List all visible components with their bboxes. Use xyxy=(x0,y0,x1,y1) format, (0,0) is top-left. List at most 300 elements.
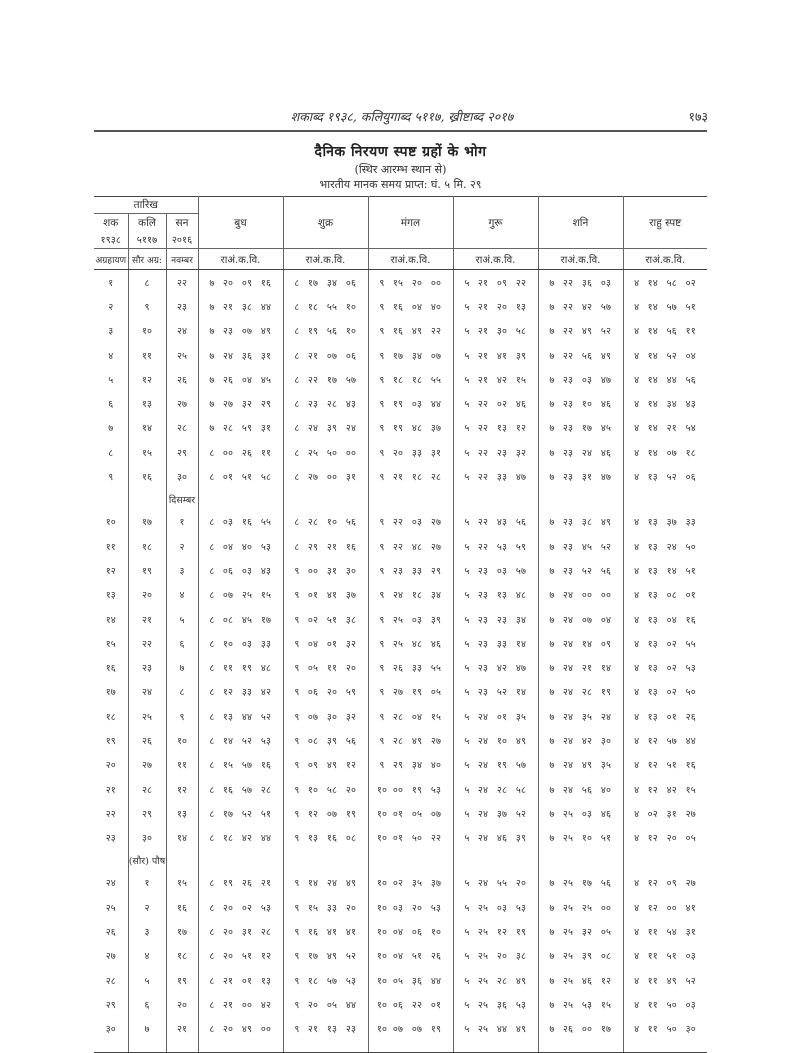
longitude-guru xyxy=(453,728,538,752)
units-header-mangal xyxy=(368,249,453,270)
longitude-guru xyxy=(453,416,538,440)
kala-value: ५६ xyxy=(326,326,338,338)
rashi-value: ५ xyxy=(464,760,470,772)
ansh-value: ०८ xyxy=(222,614,234,626)
ansh-value: ०१ xyxy=(307,590,319,602)
vikala-value: ०१ xyxy=(685,590,696,602)
ansh-value: २५ xyxy=(562,878,574,890)
rashi-value: १० xyxy=(376,833,388,845)
ansh-value: १९ xyxy=(392,399,404,411)
longitude-shani xyxy=(538,992,623,1016)
kala-value: ०० xyxy=(666,902,677,914)
longitude-guru xyxy=(453,992,538,1016)
unit-label: रा xyxy=(560,255,568,266)
date-san: ६ xyxy=(166,631,198,655)
vikala-value: १७ xyxy=(260,614,272,626)
date-san: ३ xyxy=(166,558,198,582)
kala-value: ०५ xyxy=(411,808,423,820)
vikala-value: ०८ xyxy=(600,951,612,963)
kala-value: ०७ xyxy=(411,1024,423,1036)
kala-value: ३४ xyxy=(666,399,677,411)
ansh-value: ११ xyxy=(647,999,658,1011)
rashi-value: ५ xyxy=(464,833,470,845)
vikala-value: १५ xyxy=(685,784,696,796)
ansh-value: २० xyxy=(307,999,319,1011)
longitude-shukra xyxy=(283,753,368,777)
kala-value: २४ xyxy=(326,878,338,890)
col-header-kali: कलि xyxy=(128,214,166,232)
longitude-shani xyxy=(538,607,623,631)
kala-value: २२ xyxy=(411,999,423,1011)
kala-value: १३ xyxy=(326,1024,338,1036)
rashi-value: ८ xyxy=(209,565,215,577)
ansh-value: २३ xyxy=(562,517,574,529)
longitude-mangal xyxy=(368,270,453,295)
ansh-value: २५ xyxy=(477,975,489,987)
longitude-budh xyxy=(198,464,283,488)
date-san: १२ xyxy=(166,777,198,801)
rashi-value: ९ xyxy=(379,735,385,747)
kala-value: ०१ xyxy=(241,975,253,987)
longitude-shukra xyxy=(283,1017,368,1041)
table-row xyxy=(94,753,707,777)
ansh-value: २५ xyxy=(307,447,319,459)
kala-value: ४१ xyxy=(326,927,338,939)
vikala-value: ५९ xyxy=(515,541,527,553)
empty-cell xyxy=(623,1041,707,1053)
unit-label: क. xyxy=(323,255,335,266)
longitude-mangal xyxy=(368,440,453,464)
ansh-value: ०४ xyxy=(392,927,404,939)
longitude-guru xyxy=(453,801,538,825)
longitude-rahu xyxy=(623,826,707,850)
ansh-value: २३ xyxy=(562,399,574,411)
kala-value: ४९ xyxy=(581,760,593,772)
table-row xyxy=(94,343,707,367)
vikala-value: ५३ xyxy=(685,663,696,675)
longitude-shani xyxy=(538,631,623,655)
ansh-value: २० xyxy=(222,277,234,289)
vikala-value: २७ xyxy=(430,541,442,553)
date-san: १ xyxy=(166,510,198,534)
ansh-value: १७ xyxy=(307,277,319,289)
longitude-budh xyxy=(198,944,283,968)
longitude-shani xyxy=(538,704,623,728)
vikala-value: ३९ xyxy=(430,614,442,626)
kala-value: ३३ xyxy=(241,687,253,699)
rashi-value: ८ xyxy=(209,687,215,699)
month-kali: सौर अग्र: xyxy=(128,249,166,270)
kala-value: ०७ xyxy=(666,447,677,459)
running-head-title: शकाब्द १९३८, कलियुगाब्द ५११७, ख्रीष्टाब्द २०१७ xyxy=(290,109,514,124)
month-separator-row xyxy=(94,489,707,510)
longitude-rahu xyxy=(623,655,707,679)
longitude-shani xyxy=(538,944,623,968)
ansh-value: ०४ xyxy=(392,951,404,963)
rashi-value: १० xyxy=(376,878,388,890)
vikala-value: ०५ xyxy=(600,927,612,939)
table-row xyxy=(94,440,707,464)
kala-value: ५७ xyxy=(666,301,677,313)
longitude-budh xyxy=(198,534,283,558)
table-row xyxy=(94,801,707,825)
vikala-value: ०३ xyxy=(685,999,696,1011)
rashi-value: ८ xyxy=(209,638,215,650)
vikala-value: ४१ xyxy=(345,927,357,939)
empty-cell xyxy=(538,850,623,871)
ansh-value: २५ xyxy=(562,975,574,987)
kala-value: ०९ xyxy=(496,277,508,289)
rashi-value: ४ xyxy=(634,541,640,553)
vikala-value: १४ xyxy=(515,638,527,650)
kala-value: ४९ xyxy=(326,951,338,963)
rashi-value: ९ xyxy=(294,784,300,796)
unit-label: रा xyxy=(645,255,653,266)
kala-value: ३२ xyxy=(581,927,593,939)
kala-value: ३९ xyxy=(326,423,338,435)
ansh-value: २५ xyxy=(392,638,404,650)
kala-value: ०७ xyxy=(241,326,253,338)
longitude-guru xyxy=(453,391,538,415)
kala-value: २३ xyxy=(496,614,508,626)
longitude-mangal xyxy=(368,728,453,752)
empty-cell xyxy=(623,489,707,510)
rashi-value: ८ xyxy=(294,472,300,484)
vikala-value: २७ xyxy=(430,735,442,747)
longitude-rahu xyxy=(623,631,707,655)
ansh-value: ०५ xyxy=(307,663,319,675)
kala-value: ०३ xyxy=(496,902,508,914)
date-group-header: तारिख xyxy=(94,197,198,214)
rashi-value: ७ xyxy=(549,423,555,435)
empty-cell xyxy=(453,850,538,871)
rashi-value: ८ xyxy=(209,590,215,602)
ansh-value: १७ xyxy=(222,808,234,820)
ansh-value: १५ xyxy=(392,277,404,289)
rashi-value: ८ xyxy=(209,472,215,484)
longitude-shukra xyxy=(283,294,368,318)
kala-value: १७ xyxy=(326,374,338,386)
ansh-value: २० xyxy=(222,951,234,963)
kala-value: ५२ xyxy=(666,472,677,484)
kala-value: ३३ xyxy=(411,565,423,577)
longitude-guru xyxy=(453,583,538,607)
unit-label: क. xyxy=(238,255,250,266)
kala-value: ०७ xyxy=(326,808,338,820)
kala-value: ३३ xyxy=(411,447,423,459)
date-san: १९ xyxy=(166,968,198,992)
vikala-value: ४० xyxy=(430,301,442,313)
kala-value: १७ xyxy=(581,423,593,435)
ansh-value: २३ xyxy=(477,590,489,602)
vikala-value: ५३ xyxy=(345,975,357,987)
vikala-value: ०८ xyxy=(345,833,357,845)
vikala-value: ४९ xyxy=(600,517,612,529)
kala-value: ४४ xyxy=(241,711,253,723)
ansh-value: ०१ xyxy=(392,833,404,845)
vikala-value: ४४ xyxy=(260,833,272,845)
ansh-value: २५ xyxy=(562,927,574,939)
longitude-shukra xyxy=(283,558,368,582)
longitude-rahu xyxy=(623,391,707,415)
kala-value: ०३ xyxy=(241,565,253,577)
rashi-value: ९ xyxy=(379,423,385,435)
rashi-value: ५ xyxy=(464,517,470,529)
longitude-shukra xyxy=(283,944,368,968)
longitude-shukra xyxy=(283,319,368,343)
rashi-value: ८ xyxy=(294,301,300,313)
ansh-value: २१ xyxy=(307,350,319,362)
empty-cell xyxy=(283,850,368,871)
vikala-value: १४ xyxy=(600,663,612,675)
rashi-value: ८ xyxy=(209,1024,215,1036)
kala-value: ३९ xyxy=(581,951,593,963)
col-header-san: सन xyxy=(166,214,198,232)
kala-value: २१ xyxy=(326,541,338,553)
vikala-value: ५६ xyxy=(600,878,612,890)
kala-value: ०४ xyxy=(666,614,677,626)
longitude-shani xyxy=(538,464,623,488)
kala-value: १९ xyxy=(411,784,423,796)
date-san: २१ xyxy=(166,1017,198,1041)
rashi-value: ९ xyxy=(294,999,300,1011)
rashi-value: ४ xyxy=(634,711,640,723)
vikala-value: ०१ xyxy=(430,999,442,1011)
kala-value: ५७ xyxy=(666,735,677,747)
longitude-rahu xyxy=(623,558,707,582)
longitude-budh xyxy=(198,510,283,534)
rashi-value: ४ xyxy=(634,808,640,820)
vikala-value: ०० xyxy=(260,1024,272,1036)
vikala-value: १२ xyxy=(345,760,357,772)
longitude-budh xyxy=(198,871,283,895)
vikala-value: २२ xyxy=(515,277,527,289)
vikala-value: १६ xyxy=(260,760,272,772)
rashi-value: ८ xyxy=(294,350,300,362)
planet-longitude-table xyxy=(94,196,707,1053)
ansh-value: २४ xyxy=(477,711,489,723)
ansh-value: २५ xyxy=(477,999,489,1011)
kala-value: ५२ xyxy=(241,735,253,747)
empty-cell xyxy=(368,489,453,510)
date-kali: १ xyxy=(128,871,166,895)
rashi-value: ८ xyxy=(209,447,215,459)
longitude-shani xyxy=(538,919,623,943)
longitude-guru xyxy=(453,704,538,728)
ansh-value: १९ xyxy=(307,326,319,338)
ansh-value: ११ xyxy=(222,663,234,675)
ansh-value: २४ xyxy=(562,638,574,650)
ansh-value: १२ xyxy=(647,878,658,890)
date-san: २५ xyxy=(166,343,198,367)
longitude-rahu xyxy=(623,777,707,801)
vikala-value: २८ xyxy=(260,784,272,796)
date-shaka: ११ xyxy=(94,534,128,558)
rashi-value: ८ xyxy=(209,808,215,820)
time-note: भारतीय मानक समय प्राप्त: घं. ५ मि. २९ xyxy=(319,178,482,191)
rashi-value: ८ xyxy=(294,423,300,435)
longitude-budh xyxy=(198,728,283,752)
kala-value: ०३ xyxy=(241,638,253,650)
kala-value: ३३ xyxy=(496,472,508,484)
kala-value: ४९ xyxy=(411,735,423,747)
ansh-value: १४ xyxy=(647,374,658,386)
vikala-value: ०० xyxy=(600,590,612,602)
rashi-value: ८ xyxy=(294,374,300,386)
longitude-mangal xyxy=(368,294,453,318)
ansh-value: २६ xyxy=(392,663,404,675)
vikala-value: २८ xyxy=(430,472,442,484)
vikala-value: ५६ xyxy=(345,735,357,747)
longitude-budh xyxy=(198,343,283,367)
longitude-budh xyxy=(198,895,283,919)
table-row xyxy=(94,992,707,1016)
vikala-value: ३१ xyxy=(260,350,272,362)
ansh-value: ०७ xyxy=(307,711,319,723)
rashi-value: ८ xyxy=(294,399,300,411)
ansh-value: ०२ xyxy=(392,878,404,890)
vikala-value: ४८ xyxy=(515,590,527,602)
kala-value: ४८ xyxy=(411,638,423,650)
rashi-value: ८ xyxy=(209,541,215,553)
unit-label: क. xyxy=(662,255,674,266)
kala-value: १९ xyxy=(411,687,423,699)
rashi-value: १० xyxy=(376,927,388,939)
longitude-guru xyxy=(453,440,538,464)
longitude-shukra xyxy=(283,270,368,295)
kala-value: ०३ xyxy=(411,517,423,529)
vikala-value: ३५ xyxy=(600,760,612,772)
vikala-value: ४० xyxy=(600,784,612,796)
rashi-value: ७ xyxy=(549,833,555,845)
planet-header-rahu: राहु स्पष्ट xyxy=(623,197,707,249)
vikala-value: ०५ xyxy=(430,687,442,699)
ansh-value: ०७ xyxy=(222,590,234,602)
rashi-value: ४ xyxy=(634,326,640,338)
ansh-value: २८ xyxy=(222,423,234,435)
date-shaka: २१ xyxy=(94,777,128,801)
date-kali: १३ xyxy=(128,391,166,415)
kala-value: ४२ xyxy=(666,784,677,796)
vikala-value: २७ xyxy=(685,878,696,890)
rashi-value: ८ xyxy=(209,784,215,796)
vikala-value: ५० xyxy=(685,541,696,553)
date-san: १५ xyxy=(166,871,198,895)
longitude-rahu xyxy=(623,583,707,607)
kala-value: ३३ xyxy=(411,663,423,675)
ansh-value: ०१ xyxy=(392,808,404,820)
longitude-rahu xyxy=(623,895,707,919)
date-san: १० xyxy=(166,728,198,752)
ansh-value: २४ xyxy=(477,878,489,890)
kala-value: ०७ xyxy=(581,614,593,626)
vikala-value: ४९ xyxy=(345,878,357,890)
kala-value: ४२ xyxy=(496,374,508,386)
unit-label: अं. xyxy=(397,255,409,266)
vikala-value: २७ xyxy=(685,808,696,820)
longitude-mangal xyxy=(368,391,453,415)
longitude-shani xyxy=(538,1017,623,1041)
rashi-value: ७ xyxy=(549,565,555,577)
longitude-mangal xyxy=(368,655,453,679)
longitude-shukra xyxy=(283,826,368,850)
ansh-value: २४ xyxy=(477,784,489,796)
vikala-value: ५७ xyxy=(600,301,612,313)
rashi-value: ९ xyxy=(294,565,300,577)
vikala-value: ५० xyxy=(685,687,696,699)
date-shaka: २० xyxy=(94,753,128,777)
kala-value: ३३ xyxy=(326,902,338,914)
kala-value: ०० xyxy=(581,1024,593,1036)
longitude-shukra xyxy=(283,583,368,607)
vikala-value: १० xyxy=(430,927,442,939)
longitude-rahu xyxy=(623,607,707,631)
ansh-value: १४ xyxy=(307,878,319,890)
longitude-shani xyxy=(538,583,623,607)
kala-value: ३१ xyxy=(241,927,253,939)
rashi-value: ८ xyxy=(209,614,215,626)
vikala-value: ०७ xyxy=(430,350,442,362)
vikala-value: १२ xyxy=(600,975,612,987)
year-san: २०१६ xyxy=(166,231,198,249)
ansh-value: १२ xyxy=(647,760,658,772)
kala-value: ५८ xyxy=(666,277,677,289)
ansh-value: २८ xyxy=(307,517,319,529)
ansh-value: १४ xyxy=(647,399,658,411)
longitude-shukra xyxy=(283,871,368,895)
vikala-value: ५६ xyxy=(515,517,527,529)
vikala-value: ३८ xyxy=(345,614,357,626)
rashi-value: ४ xyxy=(634,951,640,963)
longitude-guru xyxy=(453,464,538,488)
longitude-mangal xyxy=(368,801,453,825)
rashi-value: ५ xyxy=(464,638,470,650)
date-san: २३ xyxy=(166,294,198,318)
kala-value: ३५ xyxy=(411,878,423,890)
ansh-value: २५ xyxy=(562,808,574,820)
ansh-value: २४ xyxy=(562,687,574,699)
longitude-guru xyxy=(453,631,538,655)
kala-value: १३ xyxy=(496,423,508,435)
vikala-value: १२ xyxy=(260,951,272,963)
rashi-value: ९ xyxy=(294,808,300,820)
ansh-value: २४ xyxy=(477,760,489,772)
kala-value: ३१ xyxy=(666,808,677,820)
ansh-value: २२ xyxy=(477,541,489,553)
longitude-rahu xyxy=(623,440,707,464)
rashi-value: ४ xyxy=(634,565,640,577)
rashi-value: ७ xyxy=(549,277,555,289)
vikala-value: ४७ xyxy=(600,374,612,386)
ansh-value: १३ xyxy=(647,590,658,602)
date-shaka: २८ xyxy=(94,968,128,992)
longitude-mangal xyxy=(368,826,453,850)
kala-value: ४२ xyxy=(581,301,593,313)
kala-value: ५७ xyxy=(241,784,253,796)
vikala-value: २० xyxy=(515,878,527,890)
ansh-value: ०८ xyxy=(307,735,319,747)
vikala-value: ४६ xyxy=(515,399,527,411)
rashi-value: ७ xyxy=(549,999,555,1011)
longitude-rahu xyxy=(623,919,707,943)
kala-value: ०४ xyxy=(241,374,253,386)
vikala-value: १२ xyxy=(515,423,527,435)
longitude-shukra xyxy=(283,464,368,488)
kala-value: ३४ xyxy=(326,277,338,289)
kala-value: ३० xyxy=(496,326,508,338)
rashi-value: ५ xyxy=(464,902,470,914)
unit-label: रा xyxy=(390,255,398,266)
